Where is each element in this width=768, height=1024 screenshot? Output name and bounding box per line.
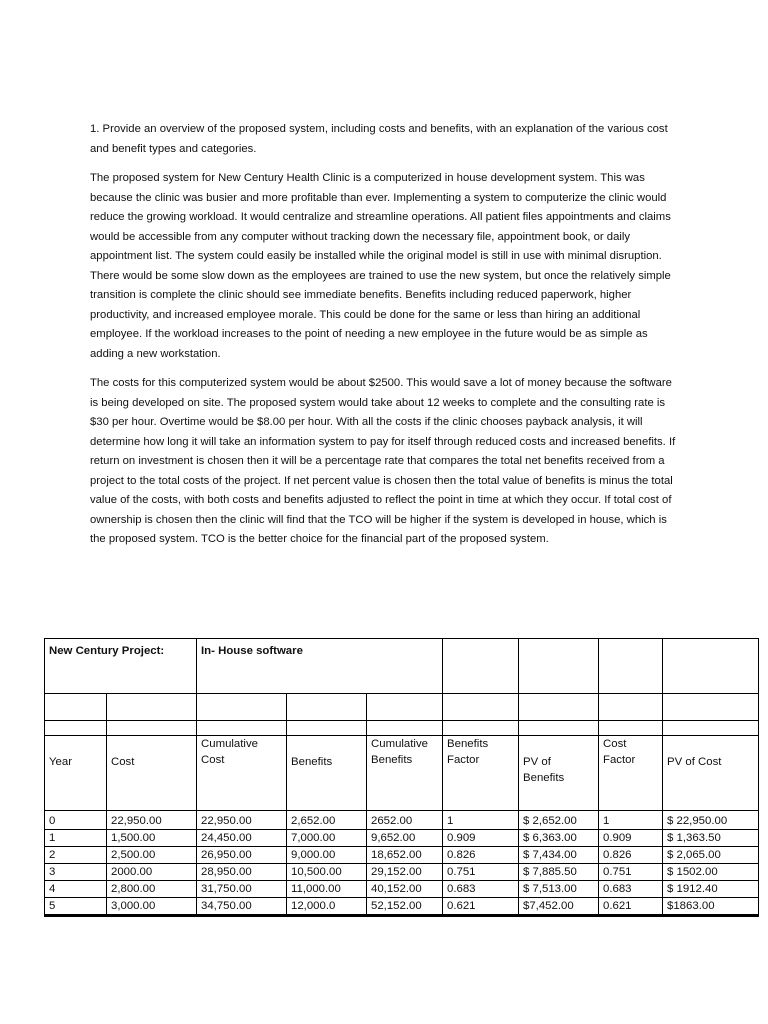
table-title-row bbox=[45, 639, 759, 694]
cell-benefits-factor: 1 bbox=[443, 811, 519, 830]
cell-cost-factor: 0.826 bbox=[599, 847, 663, 864]
cell-year: 4 bbox=[45, 881, 107, 898]
cell-cumulative-benefits: 18,652.00 bbox=[367, 847, 443, 864]
cell-benefits: 7,000.00 bbox=[287, 830, 367, 847]
cell-cumulative-cost: 34,750.00 bbox=[197, 898, 287, 916]
cell-year: 2 bbox=[45, 847, 107, 864]
cell-year: 5 bbox=[45, 898, 107, 916]
cell-cost: 1,500.00 bbox=[107, 830, 197, 847]
cell-cost-factor: 1 bbox=[599, 811, 663, 830]
cell-year: 1 bbox=[45, 830, 107, 847]
body-text bbox=[90, 120, 680, 560]
cell-cost-factor: 0.909 bbox=[599, 830, 663, 847]
cell-cost: 22,950.00 bbox=[107, 811, 197, 830]
header-benefits: Benefits bbox=[287, 736, 367, 811]
table-row bbox=[45, 811, 759, 830]
cell-cost: 2,800.00 bbox=[107, 881, 197, 898]
cell-benefits-factor: 0.826 bbox=[443, 847, 519, 864]
cell-benefits-factor: 0.683 bbox=[443, 881, 519, 898]
cell-year: 3 bbox=[45, 864, 107, 881]
cell-cost-factor: 0.751 bbox=[599, 864, 663, 881]
cell-benefits: 12,000.0 bbox=[287, 898, 367, 916]
cell-pv-benefits: $ 2,652.00 bbox=[519, 811, 599, 830]
header-pv-cost: PV of Cost bbox=[663, 736, 759, 811]
header-cost-factor: Cost Factor bbox=[599, 736, 663, 811]
table-blank-row bbox=[45, 694, 759, 721]
cell-benefits: 2,652.00 bbox=[287, 811, 367, 830]
table-title-right: In- House software bbox=[197, 639, 443, 694]
question-text: 1. Provide an overview of the proposed system, including costs and benefits, with an explanation of the various cost and benefit types and categories. bbox=[90, 123, 668, 155]
tco-table bbox=[44, 638, 759, 917]
cell-pv-cost: $ 1912.40 bbox=[663, 881, 759, 898]
table-row bbox=[45, 864, 759, 881]
paragraph-costs: The costs for this computerized system would be about $2500. This would save a lot of money because the software is being developed on site. The proposed system would take about 12 weeks to complete and the consulting rate is $30 per hour. Overtime would be $8.00 per hour. With all the costs if the clinic chooses payback analysis, it will determine how long it will take an information system to pay for itself through reduced costs and increased benefits. If return on investment is chosen then it will be a percentage rate that compares the total net benefits received from a project to the total costs of the project. If net percent value is chosen then the total value of benefits is minus the total value of the costs, with both costs and benefits adjusted to reflect the point in time at which they occur. If total cost of ownership is chosen then the clinic will find that the TCO will be higher if the system is developed in house, which is the proposed system. TCO is the better choice for the financial part of the proposed system. bbox=[90, 377, 676, 545]
cell-pv-benefits: $ 7,513.00 bbox=[519, 881, 599, 898]
table-title-left: New Century Project: bbox=[45, 639, 197, 694]
table-row bbox=[45, 847, 759, 864]
cell-cost: 2000.00 bbox=[107, 864, 197, 881]
cell-pv-cost: $ 1,363.50 bbox=[663, 830, 759, 847]
header-cost: Cost bbox=[107, 736, 197, 811]
cell-cumulative-cost: 26,950.00 bbox=[197, 847, 287, 864]
cell-cumulative-benefits: 29,152.00 bbox=[367, 864, 443, 881]
cell-cumulative-cost: 24,450.00 bbox=[197, 830, 287, 847]
cell-cost-factor: 0.621 bbox=[599, 898, 663, 916]
cell-benefits-factor: 0.751 bbox=[443, 864, 519, 881]
cell-year: 0 bbox=[45, 811, 107, 830]
cell-pv-benefits: $ 7,885.50 bbox=[519, 864, 599, 881]
table-row bbox=[45, 830, 759, 847]
table-row bbox=[45, 898, 759, 916]
header-pv-benefits: PV of Benefits bbox=[519, 736, 599, 811]
table-row bbox=[45, 881, 759, 898]
cell-benefits-factor: 0.909 bbox=[443, 830, 519, 847]
cell-cumulative-benefits: 40,152.00 bbox=[367, 881, 443, 898]
header-cumulative-cost: Cumulative Cost bbox=[197, 736, 287, 811]
cell-pv-benefits: $ 6,363.00 bbox=[519, 830, 599, 847]
cell-pv-cost: $1863.00 bbox=[663, 898, 759, 916]
cell-cumulative-cost: 22,950.00 bbox=[197, 811, 287, 830]
cell-pv-cost: $ 1502.00 bbox=[663, 864, 759, 881]
table-blank-row bbox=[45, 721, 759, 736]
cell-pv-benefits: $7,452.00 bbox=[519, 898, 599, 916]
cell-pv-cost: $ 22,950.00 bbox=[663, 811, 759, 830]
cell-benefits: 9,000.00 bbox=[287, 847, 367, 864]
cell-cost: 2,500.00 bbox=[107, 847, 197, 864]
cell-cumulative-cost: 31,750.00 bbox=[197, 881, 287, 898]
cell-cumulative-benefits: 2652.00 bbox=[367, 811, 443, 830]
cell-benefits: 11,000.00 bbox=[287, 881, 367, 898]
header-benefits-factor: Benefits Factor bbox=[443, 736, 519, 811]
cell-cost: 3,000.00 bbox=[107, 898, 197, 916]
header-year: Year bbox=[45, 736, 107, 811]
cell-pv-benefits: $ 7,434.00 bbox=[519, 847, 599, 864]
cell-benefits: 10,500.00 bbox=[287, 864, 367, 881]
cell-cumulative-cost: 28,950.00 bbox=[197, 864, 287, 881]
cell-benefits-factor: 0.621 bbox=[443, 898, 519, 916]
cell-cumulative-benefits: 9,652.00 bbox=[367, 830, 443, 847]
cell-cumulative-benefits: 52,152.00 bbox=[367, 898, 443, 916]
cell-cost-factor: 0.683 bbox=[599, 881, 663, 898]
table-header-row bbox=[45, 736, 759, 811]
header-cumulative-benefits: Cumulative Benefits bbox=[367, 736, 443, 811]
paragraph-overview: The proposed system for New Century Health Clinic is a computerized in house development system. This was because the clinic was busier and more profitable than ever. Implementing a system to computerize the clinic would reduce the growing workload. It would centralize and streamline operations. All patient files appointments and claims would be accessible from any computer without tracking down the necessary file, appointment book, or daily appointment list. The system could easily be installed while the original model is still in use with minimal disruption. There would be some slow down as the employees are trained to use the new system, but once the relatively simple transition is complete the clinic should see immediate benefits. Benefits including reduced paperwork, higher productivity, and increased employee morale. This could be done for the same or less than hiring an additional employee. If the workload increases to the point of needing a new employee in the future would be as simple as adding a new workstation. bbox=[90, 172, 671, 360]
cell-pv-cost: $ 2,065.00 bbox=[663, 847, 759, 864]
